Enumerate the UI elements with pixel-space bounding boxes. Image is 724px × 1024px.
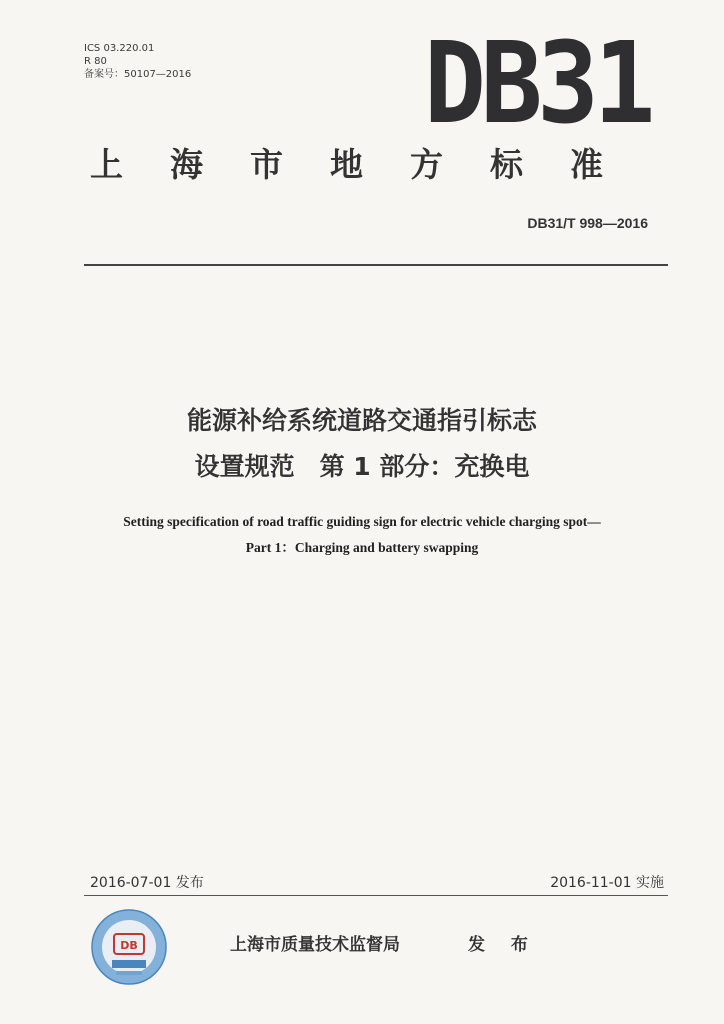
chinese-title-line-2: 设置规范 第 1 部分：充换电: [194, 452, 530, 481]
footer-divider: [84, 895, 668, 896]
issue-date: 2016-07-01 发布: [90, 875, 204, 891]
issue-label: 发 布: [468, 935, 538, 955]
implementation-date: 2016-11-01 实施: [550, 875, 664, 891]
chinese-title-line-1: 能源补给系统道路交通指引标志: [186, 406, 537, 435]
ccs-code: R 80: [84, 56, 107, 67]
issuing-authority: 上海市质量技术监督局: [230, 935, 400, 955]
publisher-seal-icon: [90, 908, 168, 986]
standard-type-title: 上海市地方标准: [90, 145, 650, 184]
filing-number: 备案号：50107—2016: [84, 69, 192, 80]
db31-logo: DB31: [424, 19, 651, 149]
standard-number: DB31/T 998—2016: [527, 215, 648, 231]
english-title-line-1: Setting specification of road traffic guiding sign for electric vehicle charging spot—: [123, 514, 601, 529]
svg-text:DB: DB: [120, 939, 138, 952]
ics-code: ICS 03.220.01: [84, 43, 155, 54]
classification-block: [84, 42, 191, 81]
header-divider: [84, 264, 668, 266]
english-title-line-2: Part 1：Charging and battery swapping: [245, 540, 479, 555]
